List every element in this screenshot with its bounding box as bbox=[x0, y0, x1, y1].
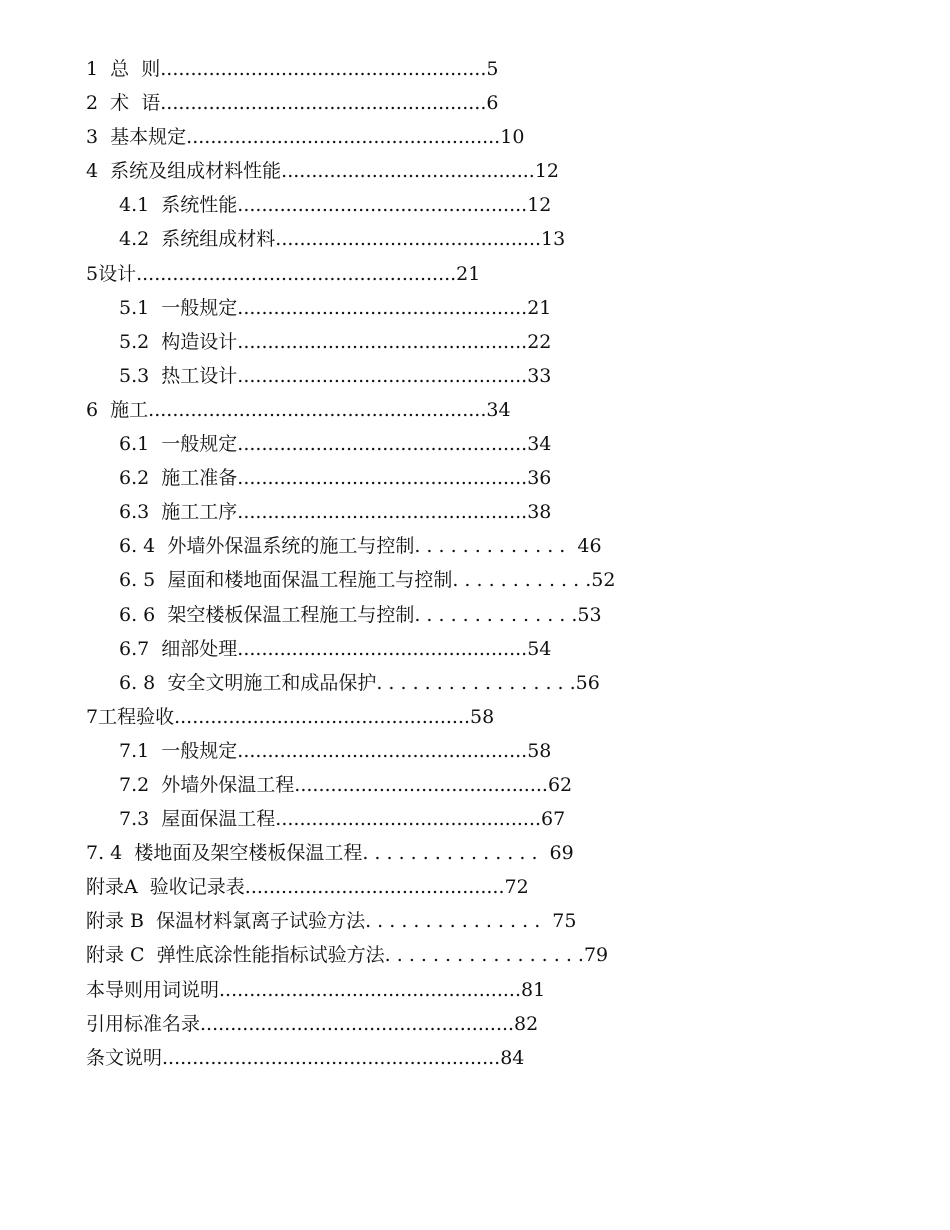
toc-entry-text: 5.2 构造设计................................................22 bbox=[119, 330, 552, 353]
toc-entry[interactable] bbox=[0, 904, 950, 938]
toc-entry-text: 1 总 则......................................................5 bbox=[86, 58, 499, 80]
toc-entry-text: 本导则用词说明..................................................81 bbox=[86, 978, 546, 1001]
toc-entry-text: 4 系统及组成材料性能..........................................12 bbox=[86, 160, 560, 183]
toc-entry-text: 6.7 细部处理................................................54 bbox=[119, 637, 552, 660]
toc-entry[interactable] bbox=[0, 359, 950, 393]
toc-entry[interactable] bbox=[0, 836, 950, 870]
toc-entry[interactable] bbox=[0, 666, 950, 700]
toc-entry-text: 7.3 屋面保温工程............................................67 bbox=[119, 808, 566, 831]
toc-entry-text: 7.2 外墙外保温工程..........................................62 bbox=[119, 773, 573, 796]
toc-entry[interactable] bbox=[0, 393, 950, 427]
toc-entry-text: 3 基本规定....................................................10 bbox=[86, 126, 525, 149]
toc-entry-text: 7. 4 楼地面及架空楼板保温工程. . . . . . . . . . . . . . . 69 bbox=[86, 842, 574, 865]
toc-entry[interactable] bbox=[0, 768, 950, 802]
toc-entry-text: 附录A 验收记录表...........................................72 bbox=[86, 876, 529, 899]
toc-entry[interactable] bbox=[0, 802, 950, 836]
toc-entry-text: 6. 4 外墙外保温系统的施工与控制. . . . . . . . . . . . . 46 bbox=[119, 535, 602, 558]
toc-entry[interactable] bbox=[0, 427, 950, 461]
toc-entry-text: 6. 8 安全文明施工和成品保护. . . . . . . . . . . . . . . . .56 bbox=[119, 671, 600, 694]
toc-entry[interactable] bbox=[0, 734, 950, 768]
toc-entry[interactable] bbox=[0, 325, 950, 359]
toc-entry[interactable] bbox=[0, 86, 950, 120]
toc-entry-text: 附录 B 保温材料氯离子试验方法. . . . . . . . . . . . . . . 75 bbox=[86, 910, 577, 933]
toc-entry[interactable] bbox=[0, 870, 950, 904]
toc-entry[interactable] bbox=[0, 973, 950, 1007]
toc-entry-text: 5.1 一般规定................................................21 bbox=[119, 296, 552, 319]
toc-entry-text: 6 施工........................................................34 bbox=[86, 398, 511, 421]
toc-entry[interactable] bbox=[0, 52, 950, 86]
toc-entry-text: 6.1 一般规定................................................34 bbox=[119, 433, 552, 456]
toc-entry-text: 4.1 系统性能................................................12 bbox=[119, 194, 552, 217]
toc-entry-text: 2 术 语......................................................6 bbox=[86, 92, 499, 115]
toc-entry-text: 附录 C 弹性底涂性能指标试验方法. . . . . . . . . . . . . . . . .79 bbox=[86, 944, 609, 967]
toc-entry[interactable] bbox=[0, 154, 950, 188]
toc-entry-text: 7工程验收.................................................58 bbox=[86, 705, 495, 728]
toc-entry[interactable] bbox=[0, 495, 950, 529]
toc-entry[interactable] bbox=[0, 938, 950, 972]
toc-entry-text: 5.3 热工设计................................................33 bbox=[119, 364, 552, 387]
toc-entry[interactable] bbox=[0, 1007, 950, 1041]
toc-entry-text: 6.2 施工准备................................................36 bbox=[119, 467, 552, 490]
toc-entry[interactable] bbox=[0, 700, 950, 734]
toc-entry-text: 6.3 施工工序................................................38 bbox=[119, 501, 552, 524]
toc-entry-text: 5设计.....................................................21 bbox=[86, 262, 481, 285]
toc-entry[interactable] bbox=[0, 120, 950, 154]
toc-entry[interactable] bbox=[0, 598, 950, 632]
toc-entry[interactable] bbox=[0, 563, 950, 597]
toc-entry-text: 引用标准名录....................................................82 bbox=[86, 1012, 539, 1035]
table-of-contents bbox=[0, 52, 950, 1075]
toc-entry-text: 6. 5 屋面和楼地面保温工程施工与控制. . . . . . . . . . . .52 bbox=[119, 569, 616, 592]
toc-entry[interactable] bbox=[0, 257, 950, 291]
toc-entry-text: 条文说明........................................................84 bbox=[86, 1046, 525, 1069]
toc-entry[interactable] bbox=[0, 529, 950, 563]
toc-entry[interactable] bbox=[0, 461, 950, 495]
toc-entry[interactable] bbox=[0, 632, 950, 666]
toc-entry[interactable] bbox=[0, 222, 950, 256]
toc-entry[interactable] bbox=[0, 1041, 950, 1075]
toc-entry-text: 7.1 一般规定................................................58 bbox=[119, 739, 552, 762]
toc-entry-text: 4.2 系统组成材料............................................13 bbox=[119, 228, 566, 251]
toc-entry[interactable] bbox=[0, 291, 950, 325]
toc-entry[interactable] bbox=[0, 188, 950, 222]
toc-entry-text: 6. 6 架空楼板保温工程施工与控制. . . . . . . . . . . . . .53 bbox=[119, 603, 602, 626]
